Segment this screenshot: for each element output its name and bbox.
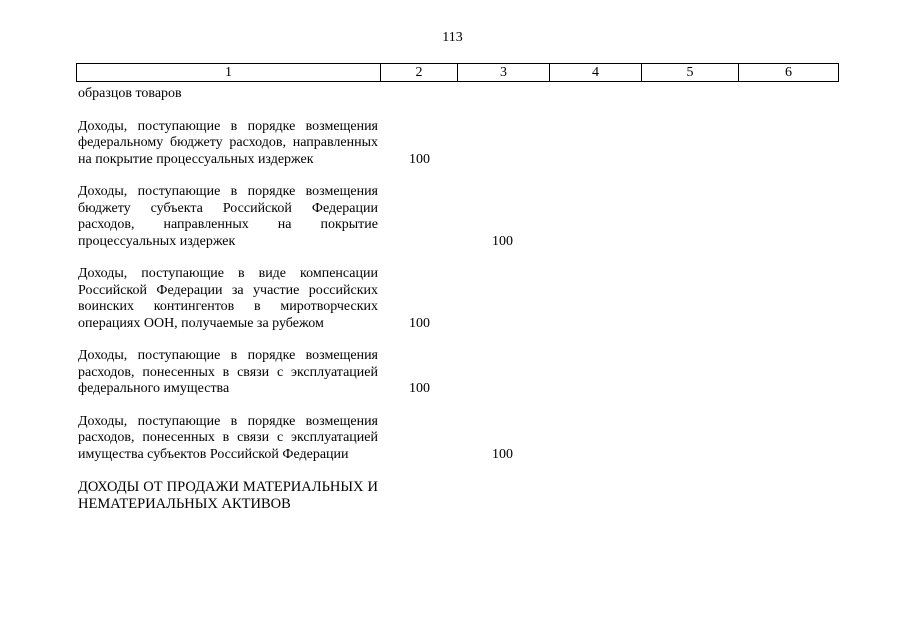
row-value-col2: 100 bbox=[409, 381, 430, 396]
row-value-col2: 100 bbox=[409, 315, 430, 331]
page-number: 113 bbox=[442, 30, 463, 45]
table-header-row bbox=[77, 64, 839, 82]
header-col-6: 6 bbox=[739, 64, 839, 82]
table-row bbox=[78, 119, 778, 169]
section-heading: ДОХОДЫ ОТ ПРОДАЖИ МАТЕРИАЛЬНЫХ И НЕМАТЕРИАЛЬНЫХ АКТИВОВ bbox=[78, 479, 378, 512]
row-description: Доходы, поступающие в порядке возмещения расходов, понесенных в связи с эксплуатацией федерального имущества bbox=[78, 348, 378, 396]
table-row bbox=[78, 414, 778, 464]
row-description: Доходы, поступающие в порядке возмещения расходов, понесенных в связи с эксплуатацией имущества субъектов Российской Федерации bbox=[78, 413, 378, 462]
row-value-col3: 100 bbox=[492, 233, 513, 249]
row-description: Доходы, поступающие в виде компенсации Российской Федерации за участие российских воинских контингентов в миротворческих операциях ООН, получаемые за рубежом bbox=[78, 266, 378, 331]
section-heading-row bbox=[78, 479, 778, 513]
header-col-3: 3 bbox=[458, 64, 550, 82]
table-row bbox=[78, 86, 778, 103]
header-col-5: 5 bbox=[642, 64, 739, 82]
table-row bbox=[78, 184, 778, 250]
row-value-col3: 100 bbox=[492, 446, 513, 462]
table-body bbox=[78, 86, 778, 513]
table-row bbox=[78, 266, 778, 332]
table-header bbox=[76, 63, 839, 82]
row-value-col2: 100 bbox=[409, 151, 430, 167]
header-col-4: 4 bbox=[550, 64, 642, 82]
header-col-2: 2 bbox=[381, 64, 458, 82]
table-row bbox=[78, 348, 778, 398]
header-col-1: 1 bbox=[77, 64, 381, 82]
row-description: образцов товаров bbox=[78, 86, 182, 101]
row-description: Доходы, поступающие в порядке возмещения бюджету субъекта Российской Федерации расходов, направленных на покрытие процессуальных издержек bbox=[78, 184, 378, 249]
row-description: Доходы, поступающие в порядке возмещения федеральному бюджету расходов, направленных на покрытие процессуальных издержек bbox=[78, 118, 378, 167]
